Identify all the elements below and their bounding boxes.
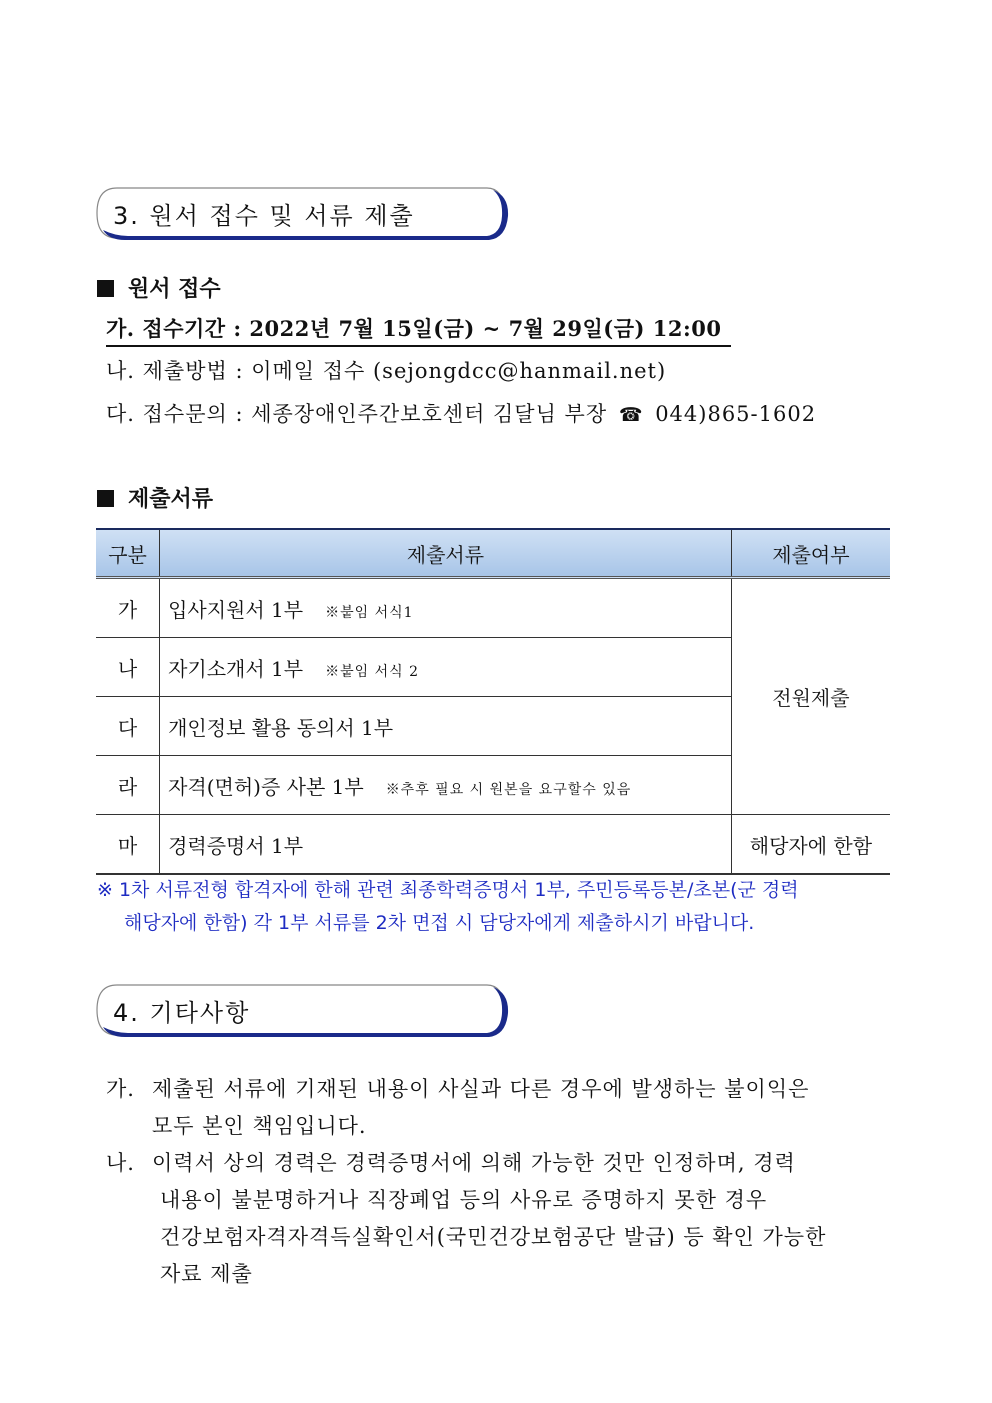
notice	[97, 874, 897, 940]
documents-heading	[97, 482, 213, 513]
section-4-title: 4. 기타사항	[113, 999, 251, 1027]
notice-line-2: 해당자에 한함) 각 1부 서류를 2차 면접 시 담당자에게 제출하시기 바랍니다.	[124, 912, 755, 934]
document-name: 개인정보 활용 동의서 1부	[168, 715, 394, 740]
document-name: 입사지원서 1부	[168, 597, 304, 622]
section-4-header	[95, 983, 507, 1035]
row-gubun: 라	[96, 756, 160, 815]
application-heading-text: 원서 접수	[128, 277, 221, 302]
item-line-4: 자료 제출	[160, 1262, 253, 1286]
item-number: 나.	[106, 1151, 135, 1175]
row-document	[160, 756, 732, 815]
header-gubun: 구분	[96, 529, 160, 578]
square-bullet-icon	[97, 490, 114, 507]
telephone-icon: ☎	[618, 404, 644, 426]
row-gubun: 마	[96, 815, 160, 875]
document-note: ※추후 필요 시 원본을 요구할수 있음	[385, 781, 632, 798]
application-period: 가. 접수기간 : 2022년 7월 15일(금) ~ 7월 29일(금) 12:00	[106, 313, 731, 347]
document-note: ※붙임 서식1	[325, 604, 414, 621]
document-name: 경력증명서 1부	[168, 833, 304, 858]
inquiry-text: 다. 접수문의 : 세종장애인주간보호센터 김달님 부장	[106, 402, 608, 426]
application-inquiry	[106, 398, 816, 428]
row-document	[160, 578, 732, 638]
header-submission: 제출여부	[731, 529, 890, 578]
submission-applicable: 해당자에 한함	[731, 815, 890, 875]
row-gubun: 나	[96, 638, 160, 697]
header-documents: 제출서류	[160, 529, 732, 578]
submission-all: 전원제출	[731, 578, 890, 815]
application-method: 나. 제출방법 : 이메일 접수 (sejongdcc@hanmail.net)	[106, 359, 667, 383]
item-number: 가.	[106, 1077, 135, 1101]
document-name: 자기소개서 1부	[168, 656, 304, 681]
item-line-2: 모두 본인 책임입니다.	[152, 1114, 367, 1138]
documents-table	[96, 528, 890, 875]
inquiry-phone: 044)865-1602	[655, 402, 817, 426]
section-3-header	[95, 186, 507, 238]
row-gubun: 다	[96, 697, 160, 756]
row-document	[160, 697, 732, 756]
application-heading	[97, 272, 221, 303]
etc-item-na	[106, 1145, 898, 1293]
table-header-row	[96, 529, 890, 578]
square-bullet-icon	[97, 280, 114, 297]
document-note: ※붙임 서식 2	[325, 663, 419, 680]
section-3-title: 3. 원서 접수 및 서류 제출	[113, 202, 415, 230]
table-row	[96, 578, 890, 638]
etc-item-ga	[106, 1071, 898, 1145]
row-document	[160, 815, 732, 875]
row-document	[160, 638, 732, 697]
notice-line-1: ※ 1차 서류전형 합격자에 한해 관련 최종학력증명서 1부, 주민등록등본/초본(군 경력	[97, 879, 799, 901]
item-line-2: 내용이 불분명하거나 직장폐업 등의 사유로 증명하지 못한 경우	[160, 1188, 768, 1212]
item-line-1: 제출된 서류에 기재된 내용이 사실과 다른 경우에 발생하는 불이익은	[152, 1077, 810, 1101]
item-line-3: 건강보험자격자격득실확인서(국민건강보험공단 발급) 등 확인 가능한	[160, 1225, 827, 1249]
row-gubun: 가	[96, 578, 160, 638]
item-line-1: 이력서 상의 경력은 경력증명서에 의해 가능한 것만 인정하며, 경력	[152, 1151, 796, 1175]
table-row	[96, 815, 890, 875]
document-name: 자격(면허)증 사본 1부	[168, 774, 364, 799]
documents-heading-text: 제출서류	[128, 487, 214, 512]
